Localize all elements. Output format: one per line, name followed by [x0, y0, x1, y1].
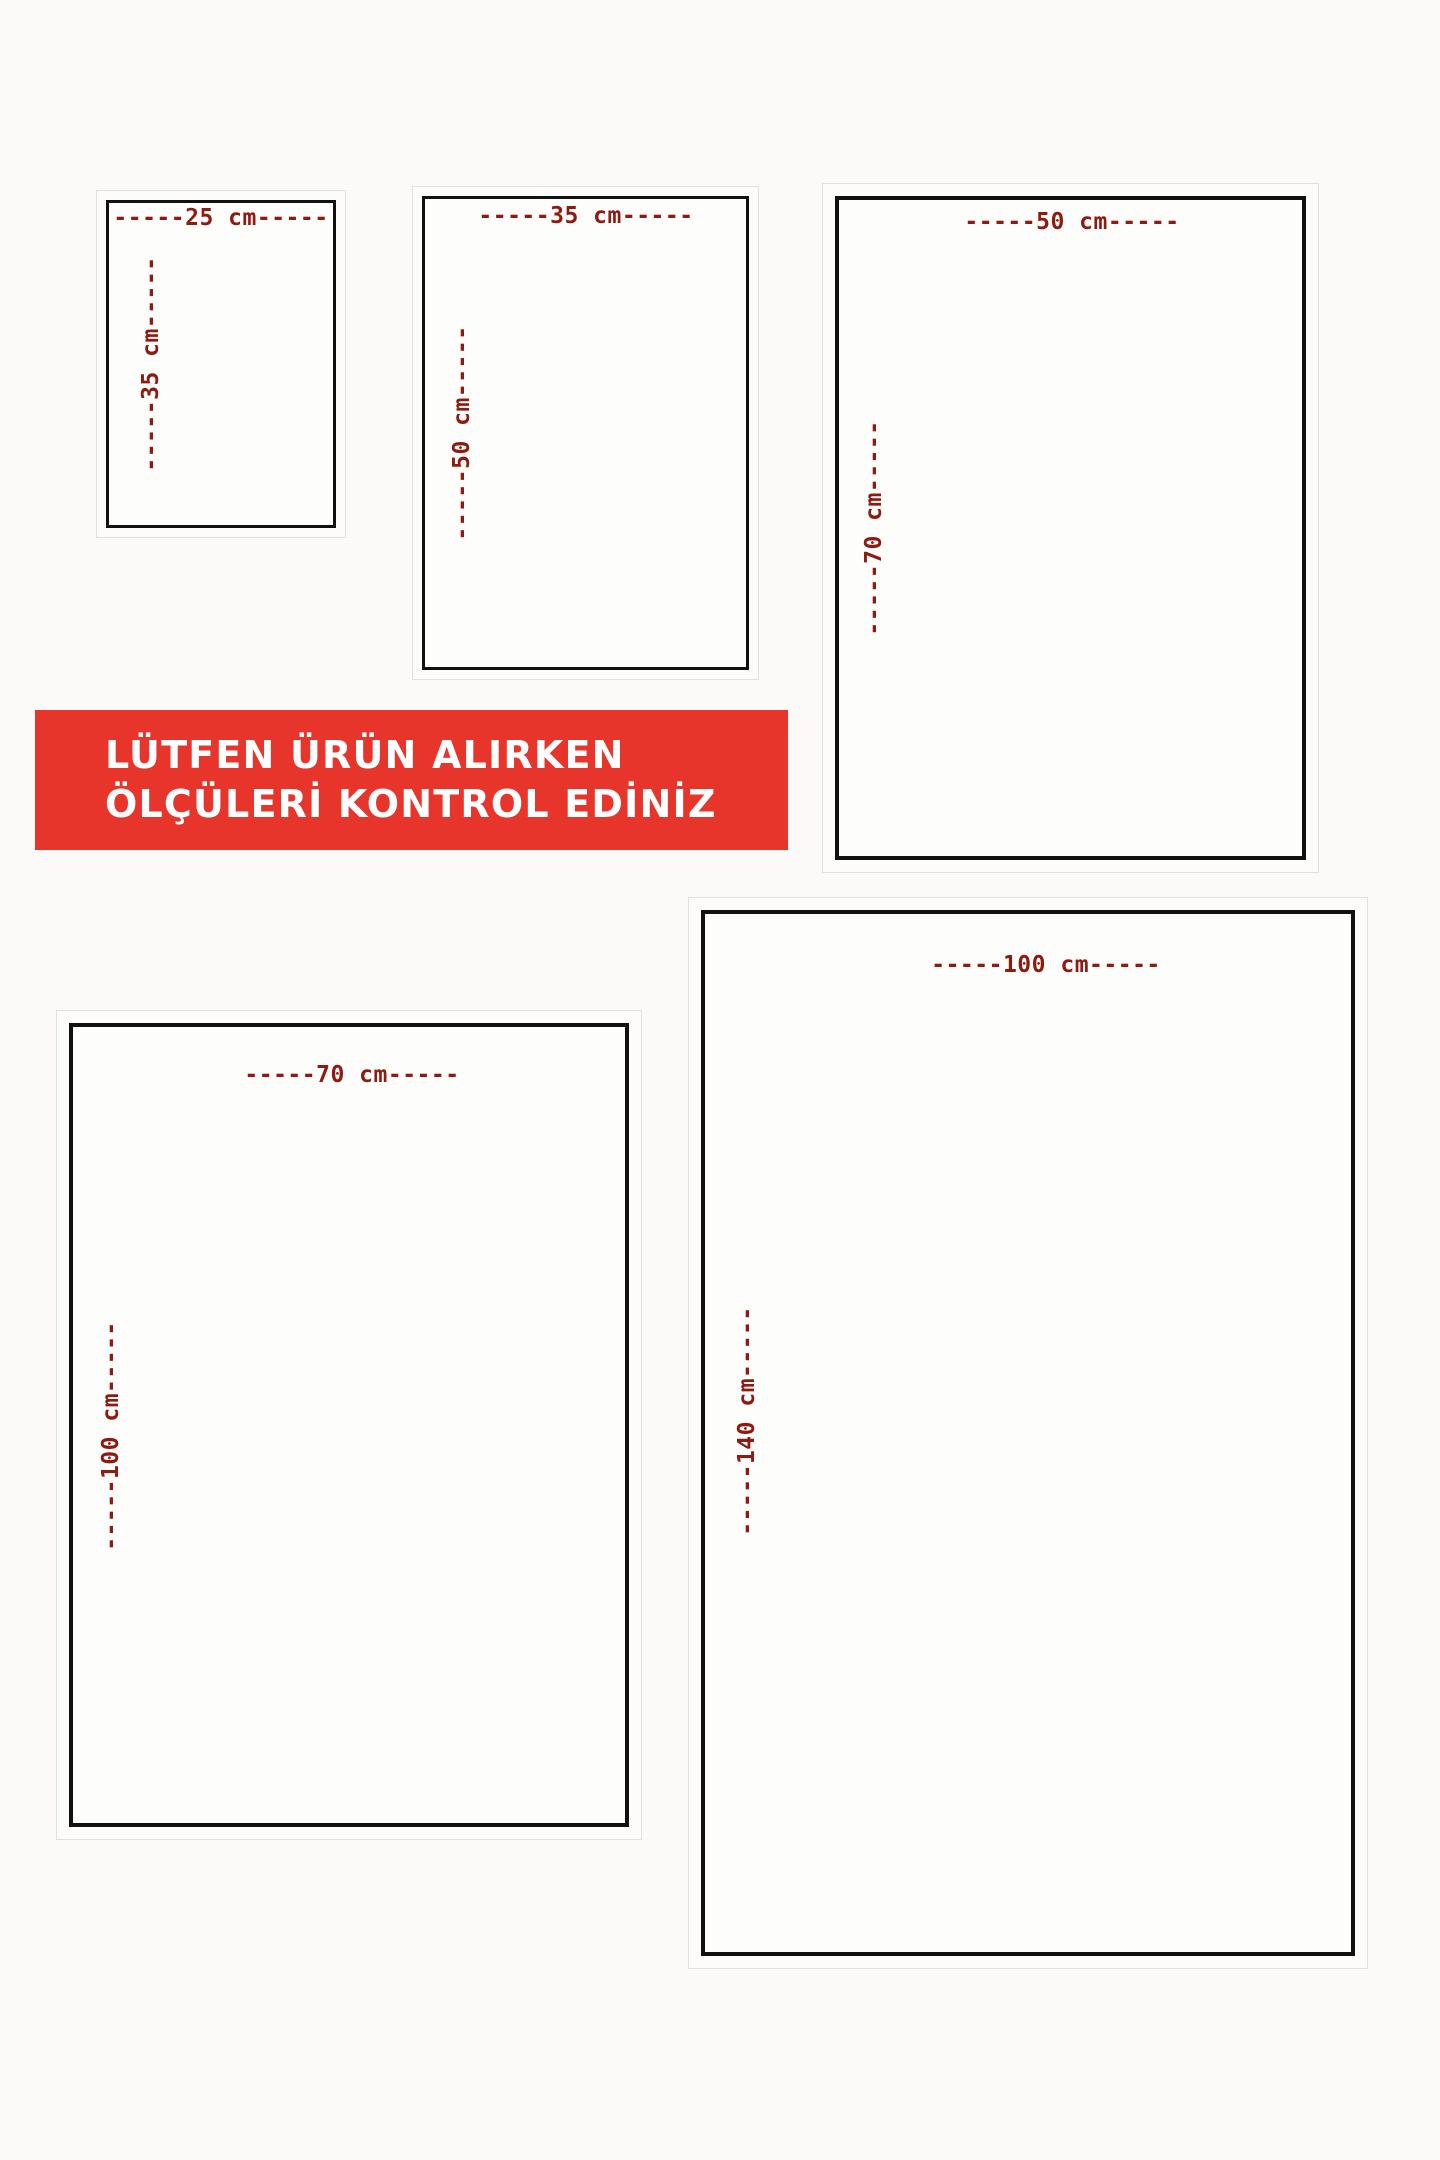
frame-100x140-inner	[701, 910, 1355, 1956]
frame-70x100	[56, 1010, 642, 1840]
frame-35x50-height-label: -----50 cm-----	[449, 325, 475, 541]
frame-50x70-inner	[835, 196, 1306, 860]
frame-70x100-width-label: -----70 cm-----	[244, 1062, 460, 1088]
warning-banner	[35, 710, 788, 850]
frame-70x100-inner	[69, 1023, 629, 1827]
warning-line-2: ÖLÇÜLERİ KONTROL EDİNİZ	[105, 782, 717, 826]
frame-25x35-width-label: -----25 cm-----	[113, 205, 329, 231]
frame-50x70-width-label: -----50 cm-----	[964, 209, 1180, 235]
frame-100x140	[688, 897, 1368, 1969]
frame-25x35-height-label: -----35 cm-----	[138, 256, 164, 472]
frame-100x140-height-label: -----140 cm-----	[734, 1306, 760, 1536]
warning-line-1: LÜTFEN ÜRÜN ALIRKEN	[105, 733, 625, 778]
frame-70x100-height-label: -----100 cm-----	[98, 1321, 124, 1551]
frame-50x70	[822, 183, 1319, 873]
frame-35x50-width-label: -----35 cm-----	[478, 203, 694, 229]
frame-25x35	[96, 190, 346, 538]
frame-100x140-width-label: -----100 cm-----	[931, 952, 1161, 978]
frame-50x70-height-label: -----70 cm-----	[861, 420, 887, 636]
